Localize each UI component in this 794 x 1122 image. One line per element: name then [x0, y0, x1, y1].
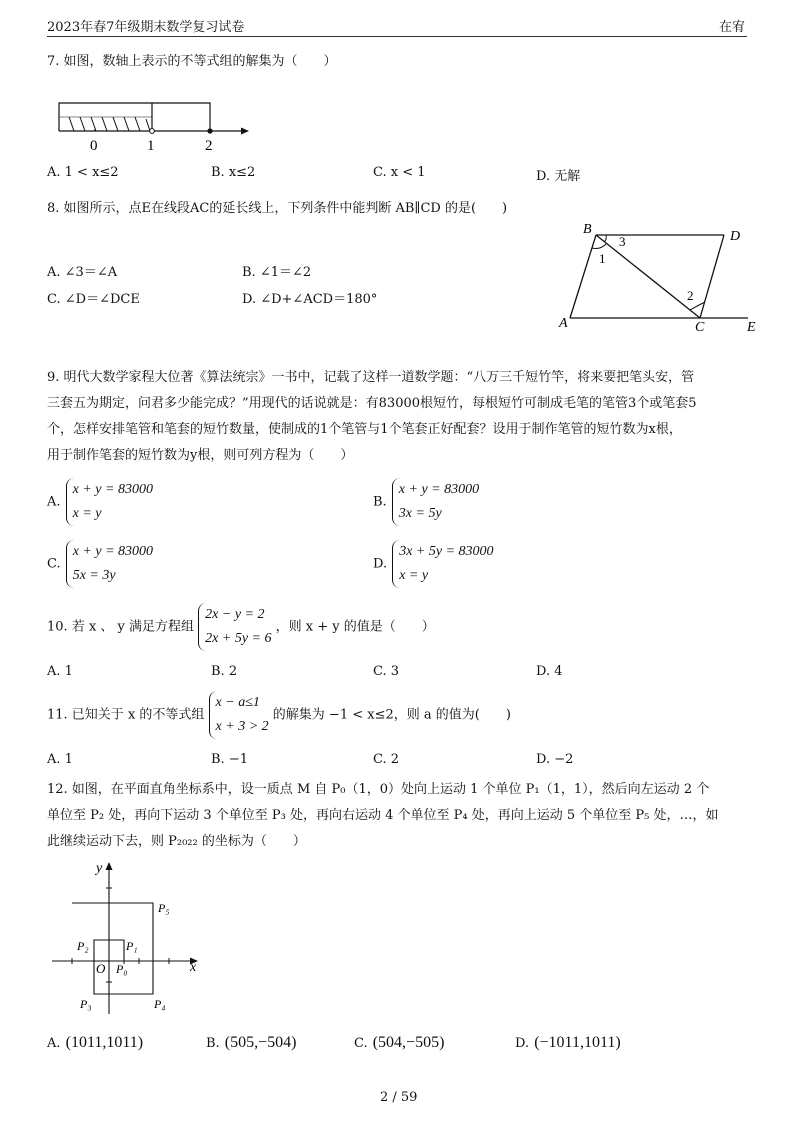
q10-equation-system: 2x − y = 2 2x + 5y = 6 [198, 603, 271, 651]
closed-point-2 [207, 128, 212, 133]
q9-option-a-system: x + y = 83000 x = y [66, 478, 153, 526]
q7-number-line-figure [55, 88, 255, 156]
q11-option-c[interactable]: C. 2 [373, 752, 400, 767]
q12-stem-line-2: 单位至 P₂ 处，再向下运动 3 个单位至 P₃ 处，再向右运动 4 个单位至 P₄ 处，再向上运动 5 个单位至 P₅ 处，…，如 [47, 808, 719, 823]
q9-option-d-label: D. [373, 556, 388, 572]
q9-stem-line-2: 三套五为期定，问君多少能完成？”用现代的话说就是：有83000根短竹，每根短竹可制成毛笔的笔管3个或笔套5 [47, 396, 697, 411]
q9-option-b-system: x + y = 83000 3x = 5y [392, 478, 479, 526]
q10-option-d[interactable]: D. 4 [536, 664, 563, 679]
q9-option-c-label: C. [47, 556, 61, 572]
q12-option-a-label: A. [47, 1036, 61, 1051]
q9-option-a[interactable] [47, 478, 153, 526]
label-e: E [747, 320, 756, 335]
page-number: 2 / 59 [380, 1090, 418, 1105]
q12-option-b[interactable] [206, 1032, 296, 1052]
label-p0: P₀ [116, 962, 128, 976]
y-axis-label: y [96, 861, 103, 876]
label-b: B [583, 222, 592, 237]
q12-option-c-value: (504,−505) [372, 1034, 445, 1051]
q9-option-a-label: A. [47, 494, 61, 510]
q7-option-a[interactable]: A. 1 < x≤2 [47, 165, 119, 180]
q12-option-d-value: (−1011,1011) [534, 1034, 621, 1051]
segment-ab [570, 235, 596, 318]
q8-option-d[interactable]: D. ∠D+∠ACD＝180° [242, 292, 378, 307]
q10-stem-pre: 10. 若 x 、 y 满足方程组 [47, 619, 195, 635]
q7-stem: 7. 如图，数轴上表示的不等式组的解集为（ ） [47, 54, 337, 69]
tick-label-1: 1 [147, 138, 155, 154]
label-p3: P₃ [80, 997, 92, 1011]
q9-option-b-label: B. [373, 494, 387, 510]
q11-option-a[interactable]: A. 1 [47, 752, 73, 767]
label-p2: P₂ [77, 939, 89, 953]
axis-arrow-icon [241, 128, 249, 135]
q9-option-c-system: x + y = 83000 5x = 3y [66, 540, 153, 588]
q11-option-d[interactable]: D. −2 [536, 752, 574, 767]
q12-option-b-value: (505,−504) [224, 1034, 297, 1051]
open-point-1 [150, 129, 155, 134]
q9-option-c[interactable] [47, 540, 153, 588]
tick-label-2: 2 [205, 138, 213, 154]
q10-option-a[interactable]: A. 1 [47, 664, 73, 679]
label-a: A [559, 316, 568, 331]
q9-option-d-system: 3x + 5y = 83000 x = y [392, 540, 493, 588]
q10-option-b[interactable]: B. 2 [211, 664, 238, 679]
angle-arc-1 [592, 244, 606, 249]
segment-cd [700, 235, 724, 318]
q9-option-b[interactable] [373, 478, 479, 526]
q8-option-c[interactable]: C. ∠D＝∠DCE [47, 292, 140, 307]
q10-option-c[interactable]: C. 3 [373, 664, 400, 679]
hatching [69, 117, 150, 131]
q8-option-a[interactable]: A. ∠3＝∠A [47, 265, 118, 280]
q11-stem [47, 691, 511, 739]
tick-label-0: 0 [90, 138, 98, 154]
q11-stem-pre: 11. 已知关于 x 的不等式组 [47, 707, 205, 723]
q12-stem-line-1: 12. 如图，在平面直角坐标系中，设一质点 M 自 P₀（1，0）处向上运动 1 个单位 P₁（1，1），然后向左运动 2 个 [47, 782, 710, 797]
q12-option-d[interactable] [515, 1032, 621, 1052]
q10-stem [47, 603, 435, 651]
q12-option-a[interactable] [47, 1032, 143, 1052]
q11-stem-post: 的解集为 −1 < x≤2，则 a 的值为( ) [272, 707, 511, 723]
q8-option-b[interactable]: B. ∠1＝∠2 [242, 265, 312, 280]
label-p1: P₁ [126, 939, 138, 953]
q7-option-c[interactable]: C. x < 1 [373, 165, 426, 180]
q7-option-d[interactable]: D. 无解 [536, 169, 581, 184]
label-1: 1 [599, 251, 606, 266]
label-d: D [730, 229, 741, 244]
q9-stem-line-1: 9. 明代大数学家程大位著《算法统宗》一书中，记载了这样一道数学题：“八万三千短竹竿，将来要把笔头安，管 [47, 370, 695, 385]
q7-option-b[interactable]: B. x≤2 [211, 165, 256, 180]
segment-bc [596, 235, 700, 318]
q12-option-c-label: C. [354, 1036, 368, 1051]
q12-option-d-label: D. [515, 1036, 530, 1051]
label-2: 2 [687, 288, 694, 303]
q11-inequality-system: x − a≤1 x + 3 > 2 [209, 691, 269, 739]
x-axis-label: x [190, 960, 197, 975]
label-p4: P₄ [154, 997, 166, 1011]
q11-option-b[interactable]: B. −1 [211, 752, 248, 767]
q12-option-b-label: B. [206, 1036, 220, 1051]
origin-label: O [96, 961, 106, 976]
q9-stem-line-4: 用于制作笔套的短竹数为y根，则可列方程为（ ） [47, 448, 354, 463]
y-axis-arrow-icon [106, 862, 113, 870]
header-author: 在宥 [719, 20, 746, 35]
solution-bracket-right [152, 103, 210, 131]
q8-geometry-figure [550, 218, 770, 336]
q8-stem: 8. 如图所示，点E在线段AC的延长线上，下列条件中能判断 AB∥CD 的是( ) [47, 201, 508, 216]
header-title: 2023年春7年级期末数学复习试卷 [47, 20, 245, 35]
q9-option-d[interactable] [373, 540, 494, 588]
header-divider [47, 36, 747, 37]
q12-option-c[interactable] [354, 1032, 444, 1052]
label-p5: P₅ [158, 901, 170, 915]
q12-coordinate-figure [50, 858, 210, 1018]
label-3: 3 [619, 234, 626, 249]
q12-option-a-value: (1011,1011) [65, 1034, 144, 1051]
q10-stem-post: ，则 x + y 的值是（ ） [275, 619, 435, 635]
q12-stem-line-3: 此继续运动下去，则 P₂₀₂₂ 的坐标为（ ） [47, 834, 306, 849]
label-c: C [695, 320, 705, 335]
q9-stem-line-3: 个，怎样安排笔管和笔套的短竹数量，使制成的1个笔管与1个笔套正好配套？设用于制作笔管的短竹数为x根， [47, 422, 682, 437]
